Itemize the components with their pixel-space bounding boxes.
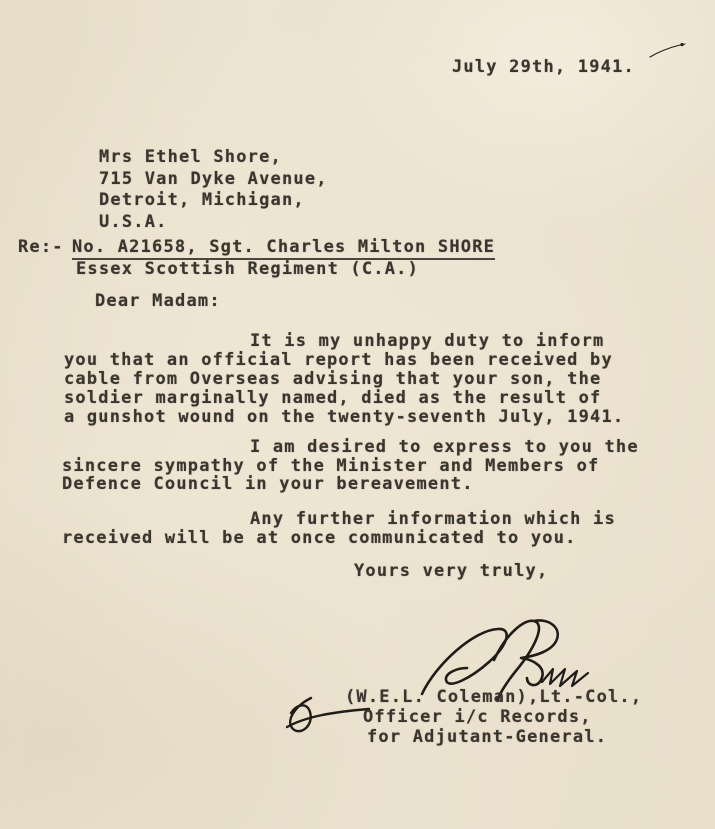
body-line: sincere sympathy of the Minister and Members of — [62, 456, 600, 476]
pen-scratch-mark — [648, 40, 690, 60]
reference-regiment: Essex Scottish Regiment (C.A.) — [76, 259, 420, 279]
signatory-office-line: Officer i/c Records, — [363, 707, 592, 727]
recipient-line: 715 Van Dyke Avenue, — [99, 169, 328, 189]
body-line: soldier marginally named, died as the result of — [64, 388, 602, 408]
salutation: Dear Madam: — [95, 291, 221, 311]
body-line: a gunshot wound on the twenty-seventh July, 1941. — [64, 407, 625, 427]
body-line: Defence Council in your bereavement. — [62, 474, 474, 494]
body-line: Any further information which is — [250, 509, 616, 529]
body-line: I am desired to express to you the — [250, 437, 639, 457]
body-line: cable from Overseas advising that your son, the — [64, 369, 602, 389]
signatory-name-line: (W.E.L. Coleman),Lt.-Col., — [345, 687, 643, 707]
body-line: It is my unhappy duty to inform — [250, 331, 605, 351]
recipient-line: Mrs Ethel Shore, — [99, 147, 282, 167]
date-line: July 29th, 1941. — [452, 57, 635, 77]
reference-label: Re:- — [18, 237, 64, 257]
closing-line: Yours very truly, — [354, 561, 549, 581]
signatory-for-line: for Adjutant-General. — [367, 727, 608, 747]
body-line: received will be at once communicated to you. — [62, 528, 577, 548]
recipient-line: U.S.A. — [99, 212, 168, 232]
reference-subject: No. A21658, Sgt. Charles Milton SHORE — [72, 237, 495, 260]
recipient-line: Detroit, Michigan, — [99, 190, 305, 210]
body-line: you that an official report has been received by — [64, 350, 613, 370]
